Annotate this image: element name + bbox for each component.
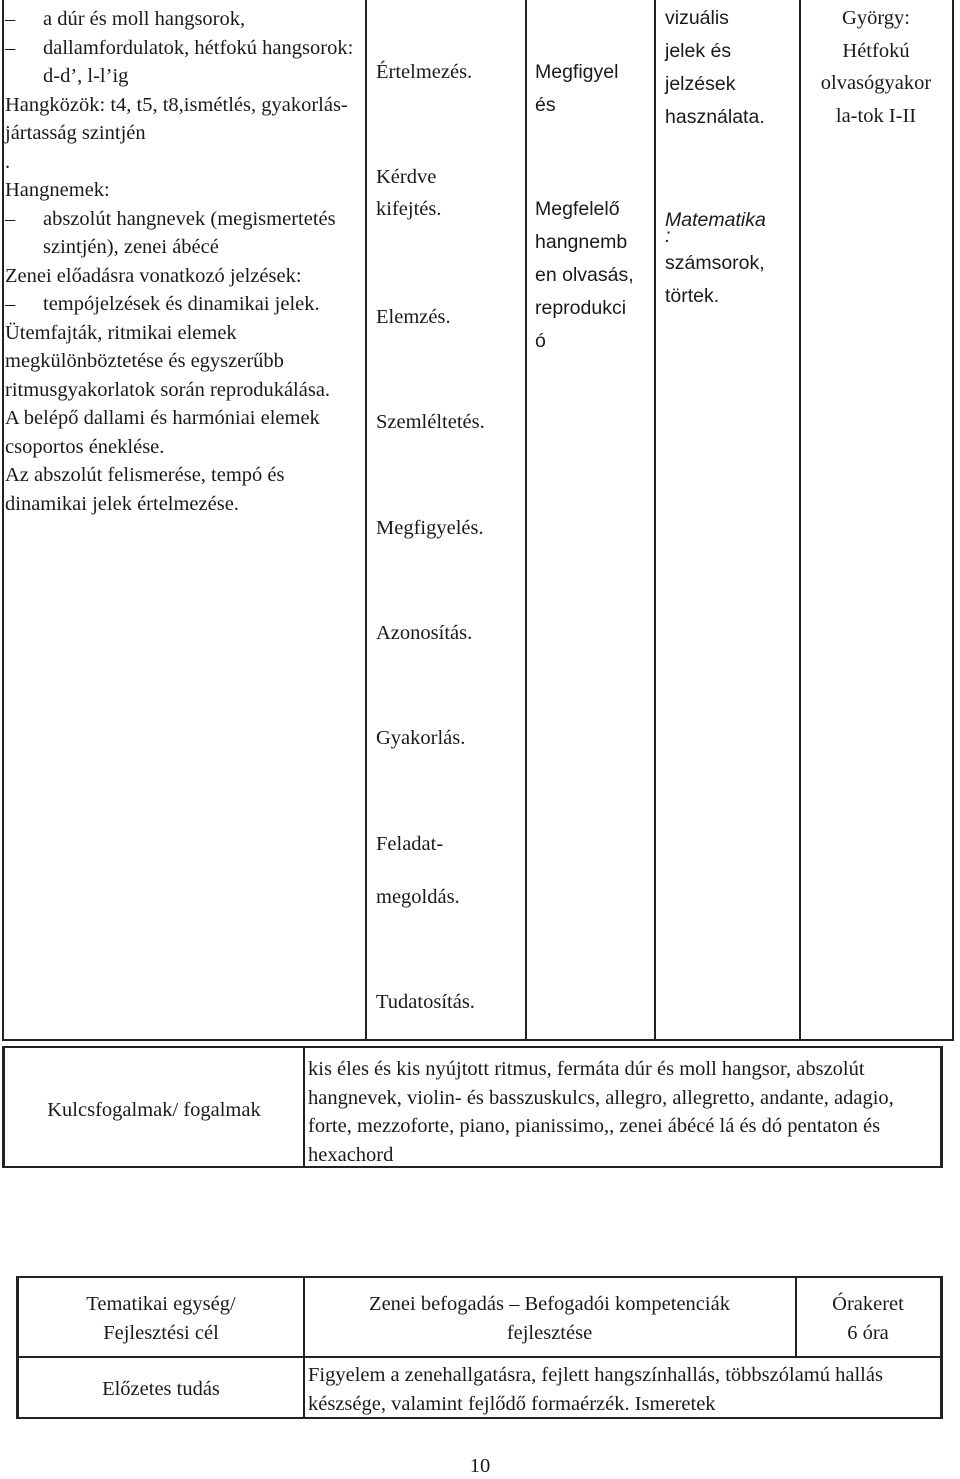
- connection-text: :: [665, 225, 671, 247]
- prior-knowledge-label: Előzetes tudás: [102, 1378, 220, 1400]
- activities-column-lower: [535, 193, 653, 358]
- activity-text: Megfigyel: [535, 61, 619, 83]
- activity-text: és: [535, 94, 556, 116]
- resource-text: Hétfokú: [842, 39, 910, 62]
- connection-text: számsorok,: [665, 252, 765, 274]
- activity-text: reprodukci: [535, 297, 627, 319]
- method-item: Azonosítás.: [376, 622, 473, 644]
- topic-item: Ütemfajták, ritmikai elemek megkülönböztetése és egyszerűbb ritmusgyakorlatok során reprodukálása.: [5, 321, 331, 401]
- resource-text: György:: [842, 7, 910, 29]
- method-item: Gyakorlás.: [376, 727, 466, 749]
- resource-text: la-tok I-II: [835, 104, 917, 127]
- topic-item: .: [5, 150, 11, 173]
- method-item: Értelmezés.: [376, 61, 473, 83]
- unit-label: [20, 1290, 302, 1348]
- keywords-text: kis éles és kis nyújtott ritmus, fermáta dúr és moll hangsor, abszolút hangnevek, violin- és basszuskulcs, allegro, allegretto, andante, adagio, forte, mezzoforte, piano, pianissimo,, zenei ábécé lá és dó pentaton és hexachord: [308, 1058, 894, 1166]
- hours-cell: [797, 1290, 939, 1348]
- connection-text: használata.: [665, 106, 765, 128]
- connection-text: vizuális: [665, 7, 729, 29]
- connection-subject: Matematika: [665, 209, 766, 231]
- unit-title-line: fejlesztése: [506, 1322, 593, 1344]
- unit-title: [305, 1290, 794, 1348]
- method-item: Megfigyelés.: [376, 517, 484, 539]
- topic-item: A belépő dallami és harmóniai elemek csoportos éneklése.: [5, 407, 320, 458]
- methods-column: [376, 0, 524, 1030]
- activity-text: en olvasás,: [535, 264, 634, 286]
- activity-text: Megfelelő: [535, 198, 620, 220]
- activity-text: hangnemb: [535, 231, 628, 253]
- connection-text: jelzések: [665, 73, 736, 95]
- method-item: Elemzés.: [376, 306, 451, 328]
- topic-column: [5, 5, 361, 518]
- topic-item: – a dúr és moll hangsorok,: [5, 5, 361, 34]
- topic-item: Az abszolút felismerése, tempó és dinamikai jelek értelmezése.: [5, 464, 285, 515]
- activity-text: ó: [535, 330, 546, 352]
- hours-label: Órakeret: [832, 1293, 904, 1315]
- resources-column: [801, 2, 951, 132]
- activities-column: [535, 56, 653, 122]
- unit-title-line: Zenei befogadás – Befogadói kompetenciák: [369, 1293, 730, 1315]
- topic-item: – abszolút hangnevek (megismertetés szintjén), zenei ábécé: [5, 205, 361, 262]
- topic-item: – dallamfordulatok, hétfokú hangsorok: d-d’, l-l’ig: [5, 34, 361, 91]
- resource-text: olvasógyakor: [820, 72, 932, 94]
- topic-item: Hangközök: t4, t5, t8,ismétlés, gyakorlás-jártasság szintjén: [5, 93, 348, 144]
- connections-column-lower: [665, 204, 797, 313]
- unit-label-line: Fejlesztési cél: [103, 1322, 219, 1344]
- keywords-label: Kulcsfogalmak/ fogalmak: [47, 1099, 261, 1121]
- topic-item: – tempójelzések és dinamikai jelek.: [5, 290, 361, 319]
- topic-item: Hangnemek:: [5, 179, 110, 201]
- hours-value: 6 óra: [847, 1322, 889, 1344]
- method-item: Tudatosítás.: [376, 991, 475, 1013]
- page-number: 10: [469, 1455, 491, 1477]
- prior-knowledge-text: Figyelem a zenehallgatásra, fejlett hangszínhallás, többszólamú hallás készsége, valamint fejlődő formaérzék. Ismeretek: [308, 1364, 883, 1415]
- topic-item: Zenei előadásra vonatkozó jelzések:: [5, 264, 302, 287]
- method-item: megoldás.: [376, 886, 460, 908]
- method-item: Feladat-: [376, 833, 444, 855]
- connections-column: [665, 2, 797, 134]
- connection-text: jelek és: [665, 40, 732, 62]
- method-item: Szemléltetés.: [376, 411, 485, 433]
- method-item: Kérdve: [376, 166, 437, 188]
- unit-label-line: Tematikai egység/: [86, 1293, 236, 1315]
- method-item: kifejtés.: [376, 198, 442, 220]
- connection-text: törtek.: [665, 285, 720, 307]
